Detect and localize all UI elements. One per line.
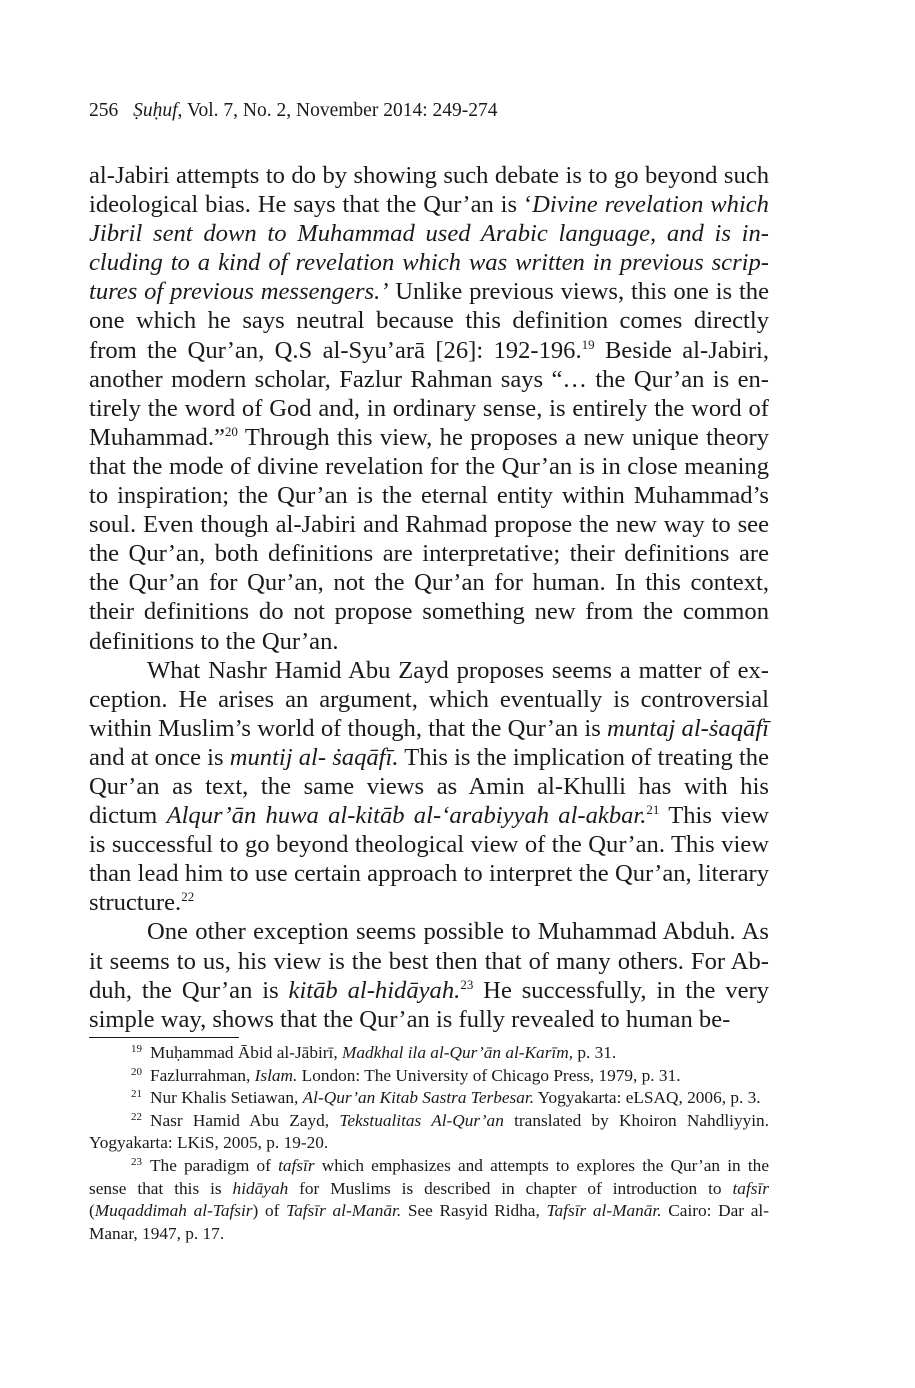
text-run: Cairo: Dar al-Manar, 1947, p. 17.: [89, 1201, 769, 1243]
italic-title: Tekstualitas Al-Qur’an: [339, 1110, 504, 1130]
journal-title: Ṣuḥuf: [133, 100, 178, 121]
paragraph-1: [89, 161, 769, 656]
italic-title: Madkhal ila al-Qur’ān al-Karīm,: [341, 1043, 574, 1062]
text-run: which emphasizes and attempts to explores the Qur’an in the sense that this is: [89, 1155, 769, 1198]
footnote-number: 23: [131, 1155, 142, 1168]
text-run: See Rasyid Ridha,: [401, 1201, 547, 1221]
italic-term: hidāyah: [232, 1178, 289, 1198]
footnote-21: [89, 1087, 769, 1110]
italic-title: Al-Qur’an Kitab Sastra Terbesar.: [302, 1088, 535, 1108]
text-run: (: [89, 1201, 95, 1221]
footnote-number: 20: [131, 1065, 142, 1078]
issue-info: , Vol. 7, No. 2, November 2014: 249-274: [177, 100, 498, 121]
text-run: Yogyakarta: eLSAQ, 2006, p. 3.: [534, 1088, 761, 1108]
paragraph-3: [89, 917, 769, 1033]
text-run: This is the implication of treating the Qur’an as text, the same views as Amin al-Khulli has with his dictum: [89, 743, 769, 830]
text-run: p. 31.: [573, 1043, 617, 1062]
italic-term: tafsīr: [278, 1155, 315, 1175]
italic-term: tafsīr: [732, 1178, 769, 1198]
footnote-divider: [89, 1037, 239, 1038]
italic-title: Tafsīr al-Manār.: [286, 1201, 402, 1221]
footnote-20: [89, 1065, 769, 1088]
footnote-22: [89, 1110, 769, 1155]
text-run: and at once is: [89, 743, 230, 771]
text-run: This view is successful to go beyond theological view of the Qur’an. This view than lead him to use certain approach to interpret the Qur’an, literary structure.: [89, 802, 769, 917]
footnote-23: [89, 1155, 769, 1245]
footnote-ref-23[interactable]: 23: [460, 976, 474, 992]
text-run: Nur Khalis Setiawan,: [150, 1088, 303, 1108]
text-run: Beside al-Jabiri, another modern scholar, Fazlur Rahman says “… the Qur’an is entirely the word of God and, in ordinary sense, is entirely the word of Muhammad.”: [89, 336, 769, 451]
text-run: for Muslims is described in chapter of introduction to: [288, 1178, 733, 1198]
paragraph-2: [89, 656, 769, 918]
footnote-number: 22: [131, 1110, 142, 1123]
text-run: translated by Khoiron Nahdliyyin. Yogyakarta: LKiS, 2005, p. 19-20.: [89, 1110, 769, 1153]
italic-title: Tafsīr al-Manār.: [546, 1201, 662, 1221]
footnote-ref-22[interactable]: 22: [181, 889, 195, 905]
italic-term: muntaj al-ṡaqāfī: [607, 714, 769, 742]
text-run: London: The University of Chicago Press, 1979, p. 31.: [297, 1065, 681, 1085]
text-run: He successfully, in the very simple way, shows that the Qur’an is fully revealed to human be-: [89, 976, 769, 1033]
footnote-number: 21: [131, 1088, 142, 1101]
text-run: The paradigm of: [150, 1155, 279, 1175]
running-header: [89, 97, 789, 125]
text-run: ) of: [252, 1201, 287, 1221]
footnote-19: [89, 1042, 769, 1065]
footnote-ref-21[interactable]: 21: [646, 801, 660, 817]
page-number: 256: [89, 100, 119, 121]
italic-term: Alqur’ān huwa al-kitāb al-‘arabiyyah al-akbar.: [166, 802, 647, 830]
text-run: Unlike previous views, this one is the one which he says neutral because this definition comes directly from the Qur’an, Q.S al-Syu’arā [26]: 192-196.: [89, 278, 770, 364]
body-text: [89, 161, 769, 1034]
footnote-number: 19: [131, 1042, 142, 1055]
text-run: One other exception seems possible to Muhammad Abduh. As it seems to us, his view is the best then that of many others. For Abduh, the Qur’an is: [89, 918, 769, 1004]
text-run: What Nashr Hamid Abu Zayd proposes seems a matter of exception. He arises an argument, which eventually is controversial within Muslim’s world of though, that the Qur’an is: [89, 656, 769, 742]
italic-term: kitāb al-hidāyah.: [288, 976, 461, 1004]
italic-term: Muqaddimah al-Tafsir: [94, 1201, 253, 1221]
text-run: Muḥammad Ābid al-Jābirī,: [150, 1043, 342, 1062]
footnote-ref-19[interactable]: 19: [581, 336, 595, 352]
text-run: al-Jabiri attempts to do by showing such debate is to go beyond such ideological bias. He says that the Qur’an is ‘: [89, 162, 769, 219]
footnote-ref-20[interactable]: 20: [224, 423, 238, 439]
text-run: Nasr Hamid Abu Zayd,: [150, 1110, 340, 1130]
italic-title: Islam.: [254, 1065, 298, 1085]
text-run: Fazlurrahman,: [150, 1065, 255, 1085]
footnotes: [89, 1042, 769, 1245]
italic-term: muntij al- ṡaqāfī.: [229, 743, 399, 771]
italic-quote: Divine revelation which Jibril sent down to Muhammad used Arabic language, and is including to a kind of revelation which was written in previous scriptures of previous messengers.’: [89, 191, 769, 306]
text-run: Through this view, he proposes a new unique theory that the mode of divine revelation for the Qur’an is in close meaning to inspiration; the Qur’an is the eternal entity within Muhammad’s soul. Even though al-Jabiri and Rahmad propose the new way to see the Qur’an, both definitions are interpretative; their definitions are the Qur’an for Qur’an, not the Qur’an for human. In this context, their definitions do not propose something new from the common definitions to the Qur’an.: [89, 423, 769, 655]
